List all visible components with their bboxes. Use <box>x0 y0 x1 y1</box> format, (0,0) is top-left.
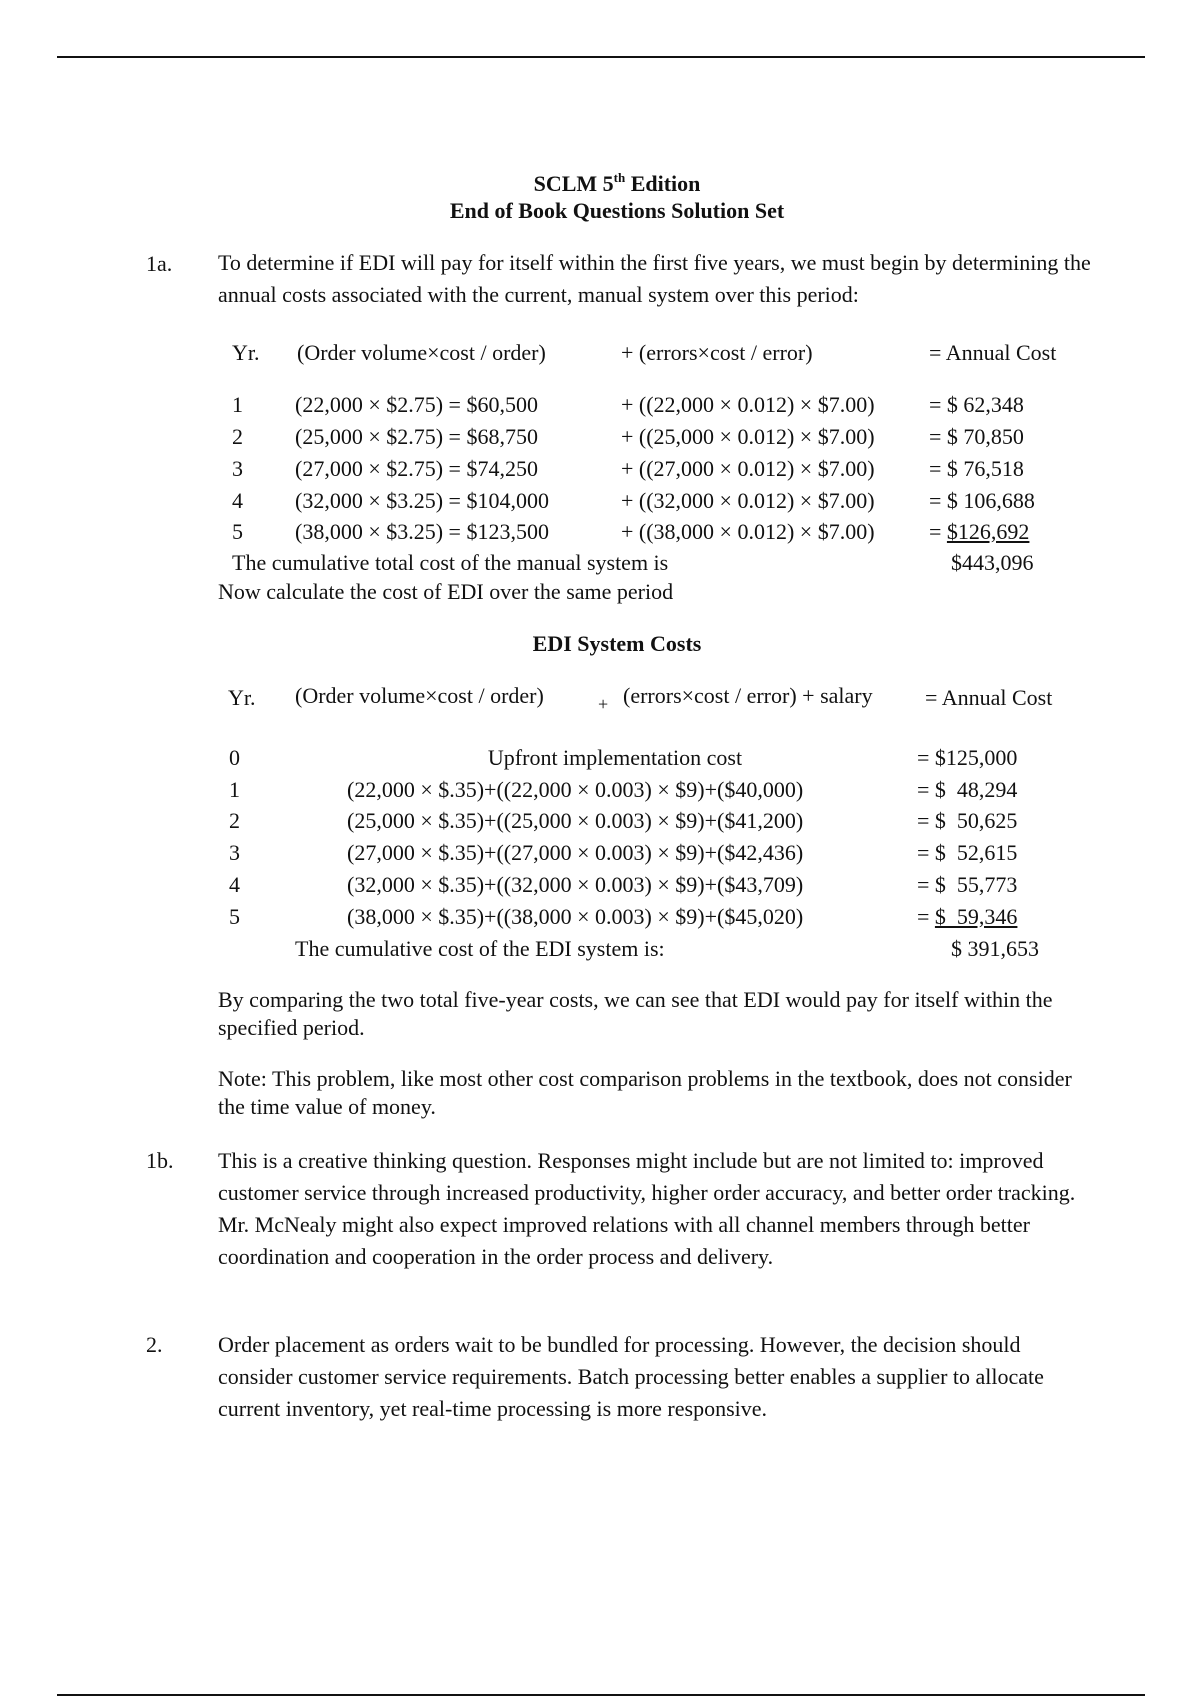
edi-row-formula: (32,000 × $.35)+((32,000 × 0.003) × $9)+($43,709) <box>347 872 804 897</box>
edi-row-formula: (22,000 × $.35)+((22,000 × 0.003) × $9)+($40,000) <box>347 777 804 802</box>
edi-row-cost: = $ 48,294 <box>917 777 1018 802</box>
edi-row-formula: Upfront implementation cost <box>487 745 743 770</box>
q2-answer: Order placement as orders wait to be bundled for processing. However, the decision should consider customer service requirements. Batch processing better enables a supplier to allocate current inventory, yet real-time processing is more responsive. <box>218 1332 1044 1421</box>
page-title: SCLM 5th Edition <box>533 170 701 196</box>
edi-header-yr: Yr. <box>228 685 256 710</box>
manual-row-yr: 4 <box>232 488 243 513</box>
manual-total-value: $443,096 <box>951 550 1034 575</box>
edi-header-order: (Order volume×cost / order) <box>295 683 544 708</box>
manual-header-errors: + (errors×cost / error) <box>621 340 813 365</box>
manual-total-label: The cumulative total cost of the manual system is <box>232 550 669 575</box>
edi-row-yr: 4 <box>229 872 240 897</box>
edi-total-label: The cumulative cost of the EDI system is: <box>295 936 665 961</box>
edi-row-yr: 1 <box>229 777 240 802</box>
manual-row-order: (32,000 × $3.25) = $104,000 <box>295 488 549 513</box>
edi-row-formula: (38,000 × $.35)+((38,000 × 0.003) × $9)+($45,020) <box>347 904 804 929</box>
edi-last-cost-underlined: $ 59,346 <box>934 904 1018 929</box>
manual-row-cost: = $126,692 <box>929 519 1030 544</box>
edi-header-plus: + <box>598 694 609 714</box>
edi-row-yr: 5 <box>229 904 240 929</box>
edi-row-yr: 2 <box>229 808 240 833</box>
manual-row-errors: + ((22,000 × 0.012) × $7.00) <box>621 392 875 417</box>
edi-total-value: $ 391,653 <box>951 936 1039 961</box>
top-rule <box>57 56 1145 58</box>
q1a-note: Note: This problem, like most other cost comparison problems in the textbook, does not consider the time value of money. <box>218 1066 1072 1119</box>
manual-row-order: (22,000 × $2.75) = $60,500 <box>295 392 538 417</box>
manual-row-order: (25,000 × $2.75) = $68,750 <box>295 424 538 449</box>
edi-row-formula: (25,000 × $.35)+((25,000 × 0.003) × $9)+($41,200) <box>347 808 804 833</box>
edi-header-errors: (errors×cost / error) + salary <box>623 683 873 708</box>
q1b-answer: This is a creative thinking question. Responses might include but are not limited to: improved customer service through increased productivity, higher order accuracy, and better order tracking. Mr. McNealy might also expect improved relations with all channel members through better coordination and cooperation in the order process and delivery. <box>218 1148 1076 1269</box>
question-number-1a: 1a. <box>146 251 173 276</box>
manual-row-cost: = $ 106,688 <box>929 488 1035 513</box>
manual-header-order: (Order volume×cost / order) <box>297 340 546 365</box>
manual-last-cost-underlined: $126,692 <box>946 519 1030 544</box>
manual-header-cost: = Annual Cost <box>929 340 1057 365</box>
manual-row-errors: + ((27,000 × 0.012) × $7.00) <box>621 456 875 481</box>
manual-row-errors: + ((25,000 × 0.012) × $7.00) <box>621 424 875 449</box>
q1a-intro: To determine if EDI will pay for itself within the first five years, we must begin by determining the annual costs associated with the current, manual system over this period: <box>218 250 1091 307</box>
page-subtitle: End of Book Questions Solution Set <box>449 198 785 223</box>
question-number-2: 2. <box>146 1332 163 1357</box>
edi-row-cost: = $ 55,773 <box>917 872 1018 897</box>
edi-row-yr: 3 <box>229 840 240 865</box>
manual-row-order: (38,000 × $3.25) = $123,500 <box>295 519 549 544</box>
question-number-1b: 1b. <box>146 1148 174 1173</box>
manual-row-yr: 5 <box>232 519 243 544</box>
edi-row-cost: = $ 50,625 <box>917 808 1018 833</box>
edi-header-cost: = Annual Cost <box>925 685 1053 710</box>
manual-row-order: (27,000 × $2.75) = $74,250 <box>295 456 538 481</box>
manual-row-cost: = $ 70,850 <box>929 424 1024 449</box>
edi-row-yr: 0 <box>229 745 240 770</box>
manual-row-yr: 1 <box>232 392 243 417</box>
manual-row-cost: = $ 62,348 <box>929 392 1024 417</box>
edi-section-title: EDI System Costs <box>532 631 702 656</box>
edi-row-cost: = $ 52,615 <box>917 840 1018 865</box>
manual-header-yr: Yr. <box>232 340 260 365</box>
edi-row-formula: (27,000 × $.35)+((27,000 × 0.003) × $9)+($42,436) <box>347 840 804 865</box>
manual-row-errors: + ((38,000 × 0.012) × $7.00) <box>621 519 875 544</box>
q1a-conclusion: By comparing the two total five-year costs, we can see that EDI would pay for itself within the specified period. <box>218 987 1053 1040</box>
manual-row-errors: + ((32,000 × 0.012) × $7.00) <box>621 488 875 513</box>
manual-row-yr: 2 <box>232 424 243 449</box>
manual-row-yr: 3 <box>232 456 243 481</box>
edi-row-cost: = $ 59,346 <box>917 904 1018 929</box>
manual-row-cost: = $ 76,518 <box>929 456 1024 481</box>
edi-transition-text: Now calculate the cost of EDI over the same period <box>218 579 674 604</box>
edi-row-cost: = $125,000 <box>917 745 1018 770</box>
bottom-rule <box>57 1694 1145 1696</box>
